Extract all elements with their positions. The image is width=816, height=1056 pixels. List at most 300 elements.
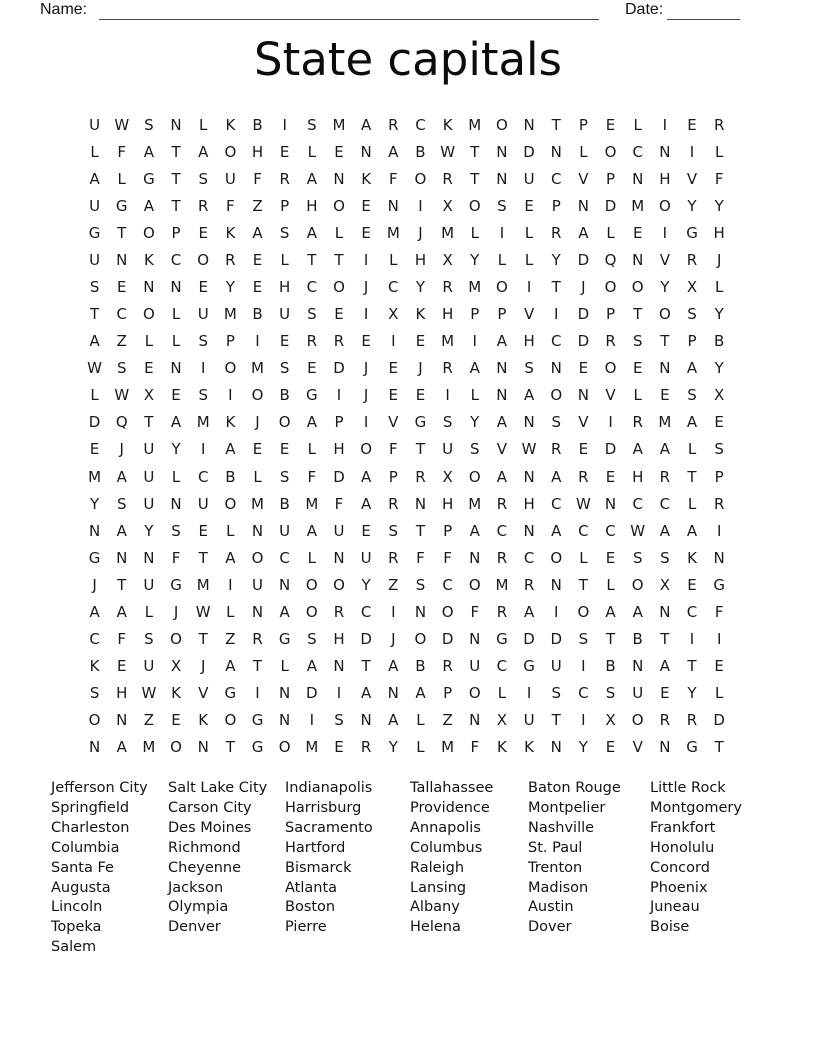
grid-letter: E <box>334 305 344 324</box>
grid-letter: D <box>604 196 617 215</box>
grid-letter: I <box>228 386 233 405</box>
grid-letter: G <box>88 548 101 567</box>
grid-letter: P <box>497 305 507 324</box>
word-item: Austin <box>528 899 574 916</box>
grid-letter: O <box>88 711 101 730</box>
grid-letter: H <box>333 630 345 649</box>
grid-letter: A <box>388 711 399 730</box>
grid-letter: I <box>391 602 396 621</box>
grid-letter: E <box>632 223 643 242</box>
grid-letter: N <box>116 250 128 269</box>
grid-letter: Y <box>171 440 181 459</box>
grid-letter: U <box>252 575 263 594</box>
page-title: State capitals <box>254 33 562 86</box>
grid-letter: N <box>713 548 725 567</box>
grid-letter: B <box>714 332 725 351</box>
grid-letter: A <box>306 169 317 188</box>
grid-letter: O <box>441 602 454 621</box>
grid-letter: N <box>143 548 155 567</box>
grid-letter: L <box>307 548 316 567</box>
grid-letter: C <box>116 305 127 324</box>
word-list-column <box>528 779 621 938</box>
grid-letter: S <box>632 332 643 351</box>
word-item: Richmond <box>168 839 241 856</box>
grid-letter: J <box>363 386 369 405</box>
grid-letter: I <box>472 332 477 351</box>
grid-letter: R <box>578 467 589 486</box>
grid-letter: E <box>714 413 724 432</box>
grid-letter: U <box>279 521 291 540</box>
grid-letter: H <box>306 196 318 215</box>
grid-letter: I <box>581 711 586 730</box>
grid-letter: J <box>418 359 423 378</box>
grid-letter: N <box>469 711 481 730</box>
grid-letter: D <box>713 711 725 730</box>
grid-letter: R <box>360 738 372 757</box>
grid-letter: O <box>170 738 182 757</box>
grid-letter: A <box>632 602 643 621</box>
grid-letter: N <box>496 142 508 161</box>
grid-letter: O <box>333 575 345 594</box>
grid-letter: P <box>388 467 398 486</box>
grid-letter: N <box>469 630 481 649</box>
grid-letter: S <box>89 684 100 703</box>
grid-letter: I <box>363 413 369 432</box>
grid-letter: G <box>251 711 264 730</box>
grid-letter: P <box>443 521 453 540</box>
grid-letter: E <box>361 196 371 215</box>
grid-letter: S <box>198 169 208 188</box>
grid-letter: R <box>659 467 671 486</box>
grid-letter: L <box>416 738 425 757</box>
grid-letter: A <box>225 440 236 459</box>
grid-letter: U <box>279 305 291 324</box>
grid-letter: I <box>200 359 206 378</box>
grid-letter: O <box>333 196 345 215</box>
grid-letter: F <box>226 196 235 215</box>
grid-letter: S <box>198 386 208 405</box>
grid-letter: K <box>89 657 100 676</box>
grid-letter: E <box>361 223 371 242</box>
grid-letter: O <box>468 196 481 215</box>
word-item: Columbus <box>410 839 483 856</box>
grid-letter: E <box>687 115 697 134</box>
grid-letter: O <box>658 305 671 324</box>
grid-letter: K <box>143 250 154 269</box>
grid-letter: Y <box>388 738 398 757</box>
grid-letter: F <box>714 169 724 188</box>
grid-letter: R <box>551 440 562 459</box>
grid-letter: E <box>605 115 616 134</box>
word-item: Lansing <box>410 879 467 896</box>
grid-letter: N <box>496 169 508 188</box>
grid-letter: N <box>88 521 101 540</box>
grid-letter: Y <box>415 278 426 296</box>
grid-letter: I <box>581 657 586 676</box>
grid-letter: G <box>143 169 155 188</box>
grid-letter: U <box>143 440 155 459</box>
grid-letter: C <box>550 332 562 351</box>
grid-letter: Q <box>604 250 617 269</box>
grid-letter: K <box>415 305 426 324</box>
grid-letter: V <box>632 738 643 757</box>
grid-letter: J <box>119 440 124 459</box>
grid-letter: V <box>578 169 589 188</box>
grid-letter: M <box>441 223 455 242</box>
grid-letter: L <box>470 386 479 405</box>
grid-letter: W <box>575 494 591 513</box>
word-item: Boston <box>285 899 336 916</box>
word-item: Pierre <box>285 919 327 936</box>
grid-letter: O <box>496 278 508 296</box>
grid-letter: O <box>251 548 264 567</box>
grid-letter: B <box>279 386 290 405</box>
grid-letter: P <box>280 196 290 215</box>
grid-letter: O <box>550 386 563 405</box>
grid-letter: E <box>578 359 589 378</box>
grid-letter: N <box>88 738 101 757</box>
word-item: Topeka <box>51 919 102 936</box>
grid-letter: X <box>714 386 725 405</box>
grid-letter: L <box>334 223 344 242</box>
grid-letter: F <box>443 548 452 567</box>
grid-letter: N <box>496 359 508 378</box>
grid-letter: S <box>632 548 643 567</box>
grid-letter: O <box>604 142 617 161</box>
grid-letter: E <box>279 142 290 161</box>
grid-letter: L <box>714 142 724 161</box>
grid-letter: L <box>497 250 507 269</box>
grid-letter: F <box>388 440 398 459</box>
grid-letter: D <box>550 630 563 649</box>
grid-letter: M <box>658 413 672 432</box>
grid-letter: L <box>687 440 697 459</box>
grid-letter: N <box>577 386 589 405</box>
grid-letter: O <box>224 142 237 161</box>
grid-letter: S <box>605 684 616 703</box>
grid-letter: E <box>361 332 371 351</box>
grid-letter: L <box>633 115 642 134</box>
word-item: Providence <box>410 799 490 816</box>
grid-letter: N <box>523 413 535 432</box>
grid-letter: R <box>496 602 508 621</box>
grid-letter: O <box>631 575 644 594</box>
word-list-column <box>650 779 742 938</box>
grid-letter: N <box>414 602 427 621</box>
grid-letter: A <box>116 738 127 757</box>
grid-letter: A <box>578 223 589 242</box>
grid-letter: E <box>578 440 589 459</box>
grid-letter: L <box>226 521 235 540</box>
grid-letter: U <box>632 684 644 703</box>
grid-letter: E <box>524 196 534 215</box>
grid-letter: N <box>197 738 209 757</box>
grid-letter: E <box>605 467 616 486</box>
grid-letter: G <box>686 223 698 242</box>
grid-letter: T <box>714 738 724 757</box>
word-list-column <box>410 779 493 938</box>
grid-letter: A <box>496 467 508 486</box>
grid-letter: D <box>604 440 617 459</box>
grid-letter: Y <box>89 494 100 513</box>
grid-letter: Y <box>687 196 697 215</box>
grid-letter: N <box>632 250 644 269</box>
grid-letter: I <box>363 250 369 269</box>
name-blank-line <box>99 2 599 20</box>
word-item: Montpelier <box>528 799 606 816</box>
grid-letter: M <box>305 494 319 513</box>
grid-letter: N <box>550 142 562 161</box>
grid-letter: X <box>442 196 453 215</box>
grid-letter: A <box>116 602 127 621</box>
grid-letter: T <box>198 548 208 567</box>
grid-letter: R <box>523 575 535 594</box>
grid-letter: E <box>171 711 181 730</box>
word-item: Albany <box>410 899 460 916</box>
grid-letter: A <box>496 332 508 351</box>
grid-letter: C <box>659 494 671 513</box>
grid-letter: N <box>279 711 291 730</box>
grid-letter: X <box>605 711 616 730</box>
grid-letter: S <box>198 332 208 351</box>
grid-letter: U <box>550 657 562 676</box>
grid-letter: N <box>659 142 671 161</box>
grid-letter: A <box>306 223 317 242</box>
grid-letter: U <box>143 467 155 486</box>
grid-letter: X <box>686 278 698 296</box>
grid-letter: S <box>497 196 507 215</box>
grid-letter: P <box>551 196 561 215</box>
grid-letter: I <box>526 684 532 703</box>
word-item: Olympia <box>168 899 229 916</box>
word-item: Augusta <box>51 879 111 896</box>
grid-letter: R <box>632 413 643 432</box>
grid-letter: E <box>198 223 208 242</box>
grid-letter: S <box>171 521 181 540</box>
word-item: Dover <box>528 919 572 936</box>
grid-letter: E <box>89 440 100 459</box>
grid-letter: A <box>469 359 480 378</box>
grid-letter: N <box>496 386 508 405</box>
word-item: Honolulu <box>650 839 715 856</box>
grid-letter: F <box>388 169 398 188</box>
grid-letter: Z <box>388 575 399 594</box>
grid-letter: V <box>686 169 698 188</box>
grid-letter: A <box>279 602 290 621</box>
grid-letter: E <box>388 386 399 405</box>
word-item: Baton Rouge <box>528 780 621 796</box>
grid-letter: O <box>251 386 264 405</box>
grid-letter: N <box>469 548 481 567</box>
grid-letter: I <box>418 196 423 215</box>
grid-letter: L <box>633 386 642 405</box>
word-item: Helena <box>410 919 461 936</box>
grid-letter: D <box>360 630 372 649</box>
grid-letter: T <box>687 657 697 676</box>
grid-letter: F <box>714 602 724 621</box>
grid-letter: Q <box>115 413 128 432</box>
grid-letter: T <box>117 223 127 242</box>
grid-letter: C <box>605 521 616 540</box>
grid-letter: T <box>551 711 561 730</box>
grid-letter: L <box>497 684 507 703</box>
grid-letter: U <box>442 440 454 459</box>
grid-letter: O <box>550 548 563 567</box>
grid-letter: C <box>632 142 643 161</box>
grid-letter: I <box>309 711 315 730</box>
grid-letter: R <box>659 711 671 730</box>
grid-letter: K <box>171 684 181 703</box>
grid-letter: R <box>713 115 725 134</box>
grid-letter: O <box>305 575 318 594</box>
grid-letter: U <box>360 548 372 567</box>
word-item: Lincoln <box>51 899 103 916</box>
name-label: Name: <box>40 1 88 18</box>
grid-letter: E <box>116 278 127 296</box>
grid-letter: F <box>334 494 344 513</box>
grid-letter: M <box>468 115 482 134</box>
grid-letter: K <box>225 115 236 134</box>
grid-letter: S <box>279 467 290 486</box>
grid-letter: V <box>659 250 670 269</box>
grid-letter: N <box>632 657 644 676</box>
grid-letter: K <box>442 115 453 134</box>
grid-letter: U <box>89 250 101 269</box>
grid-letter: V <box>523 305 535 324</box>
grid-letter: O <box>142 223 155 242</box>
word-item: Atlanta <box>285 879 338 896</box>
word-item: Columbia <box>51 839 120 856</box>
grid-letter: D <box>306 684 318 703</box>
grid-letter: L <box>714 278 724 296</box>
word-item: Trenton <box>528 859 583 876</box>
grid-letter: G <box>224 684 237 703</box>
grid-letter: E <box>307 359 317 378</box>
grid-letter: E <box>415 332 426 351</box>
grid-letter: H <box>441 494 454 513</box>
grid-letter: R <box>388 548 399 567</box>
grid-letter: C <box>360 602 372 621</box>
grid-letter: O <box>170 630 182 649</box>
grid-letter: S <box>307 305 317 324</box>
grid-letter: Y <box>714 305 724 324</box>
grid-letter: F <box>117 142 127 161</box>
grid-letter: X <box>170 657 182 676</box>
grid-letter: E <box>144 359 154 378</box>
grid-letter: I <box>336 684 342 703</box>
word-item: Tallahassee <box>410 780 494 796</box>
grid-letter: Y <box>144 521 154 540</box>
grid-letter: F <box>470 738 480 757</box>
grid-letter: A <box>686 359 698 378</box>
word-item: Charleston <box>51 819 130 836</box>
grid-letter: A <box>686 413 698 432</box>
grid-letter: U <box>143 494 155 513</box>
grid-letter: E <box>116 657 127 676</box>
grid-letter: R <box>442 278 453 296</box>
word-item: Indianapolis <box>285 780 373 796</box>
grid-letter: U <box>197 494 209 513</box>
word-item: Nashville <box>528 819 595 836</box>
grid-letter: P <box>470 305 480 324</box>
grid-letter: U <box>143 575 155 594</box>
date-blank-line <box>667 2 740 20</box>
grid-letter: O <box>414 169 427 188</box>
grid-letter: A <box>388 657 399 676</box>
grid-letter: U <box>143 657 155 676</box>
grid-letter: T <box>252 657 263 676</box>
word-list-column <box>285 779 373 938</box>
grid-letter: N <box>550 738 562 757</box>
grid-letter: C <box>496 521 508 540</box>
grid-letter: A <box>605 602 616 621</box>
word-item: Carson City <box>168 799 252 816</box>
grid-letter: D <box>577 250 590 269</box>
grid-letter: E <box>632 359 643 378</box>
grid-letter: N <box>659 602 671 621</box>
grid-letter: O <box>577 602 590 621</box>
grid-letter: L <box>307 142 316 161</box>
grid-letter: N <box>387 196 399 215</box>
grid-letter: N <box>523 521 535 540</box>
grid-letter: H <box>659 169 671 188</box>
grid-letter: B <box>415 142 426 161</box>
grid-letter: F <box>470 602 480 621</box>
grid-letter: U <box>224 169 236 188</box>
grid-letter: E <box>252 440 263 459</box>
grid-letter: T <box>89 305 100 324</box>
grid-letter: S <box>687 305 697 324</box>
grid-letter: S <box>89 278 100 296</box>
grid-letter: T <box>361 657 371 676</box>
grid-letter: U <box>523 169 535 188</box>
grid-letter: G <box>496 630 508 649</box>
grid-letter: S <box>116 494 127 513</box>
grid-letter: Y <box>551 250 561 269</box>
grid-letter: F <box>117 630 127 649</box>
grid-letter: W <box>141 684 157 703</box>
grid-letter: Y <box>225 278 235 296</box>
grid-letter: A <box>306 521 317 540</box>
grid-letter: I <box>608 413 613 432</box>
grid-letter: L <box>90 142 99 161</box>
grid-letter: D <box>441 630 454 649</box>
grid-letter: Y <box>470 250 480 269</box>
grid-letter: L <box>524 223 534 242</box>
grid-letter: X <box>388 305 399 324</box>
grid-letter: Z <box>116 332 127 351</box>
grid-letter: A <box>89 332 100 351</box>
grid-letter: A <box>632 440 643 459</box>
grid-letter: R <box>442 657 453 676</box>
word-item: Cheyenne <box>168 859 242 876</box>
grid-letter: T <box>198 630 208 649</box>
grid-letter: O <box>631 711 644 730</box>
grid-letter: A <box>523 602 535 621</box>
grid-letter: N <box>360 142 372 161</box>
grid-letter: T <box>605 630 616 649</box>
grid-letter: A <box>225 657 236 676</box>
grid-letter: F <box>416 548 425 567</box>
grid-letter: S <box>714 440 724 459</box>
grid-letter: A <box>361 115 372 134</box>
grid-letter: B <box>279 494 290 513</box>
grid-letter: D <box>577 332 590 351</box>
grid-letter: S <box>551 413 561 432</box>
grid-letter: G <box>414 413 427 432</box>
grid-letter: V <box>388 413 399 432</box>
grid-letter: L <box>171 332 181 351</box>
